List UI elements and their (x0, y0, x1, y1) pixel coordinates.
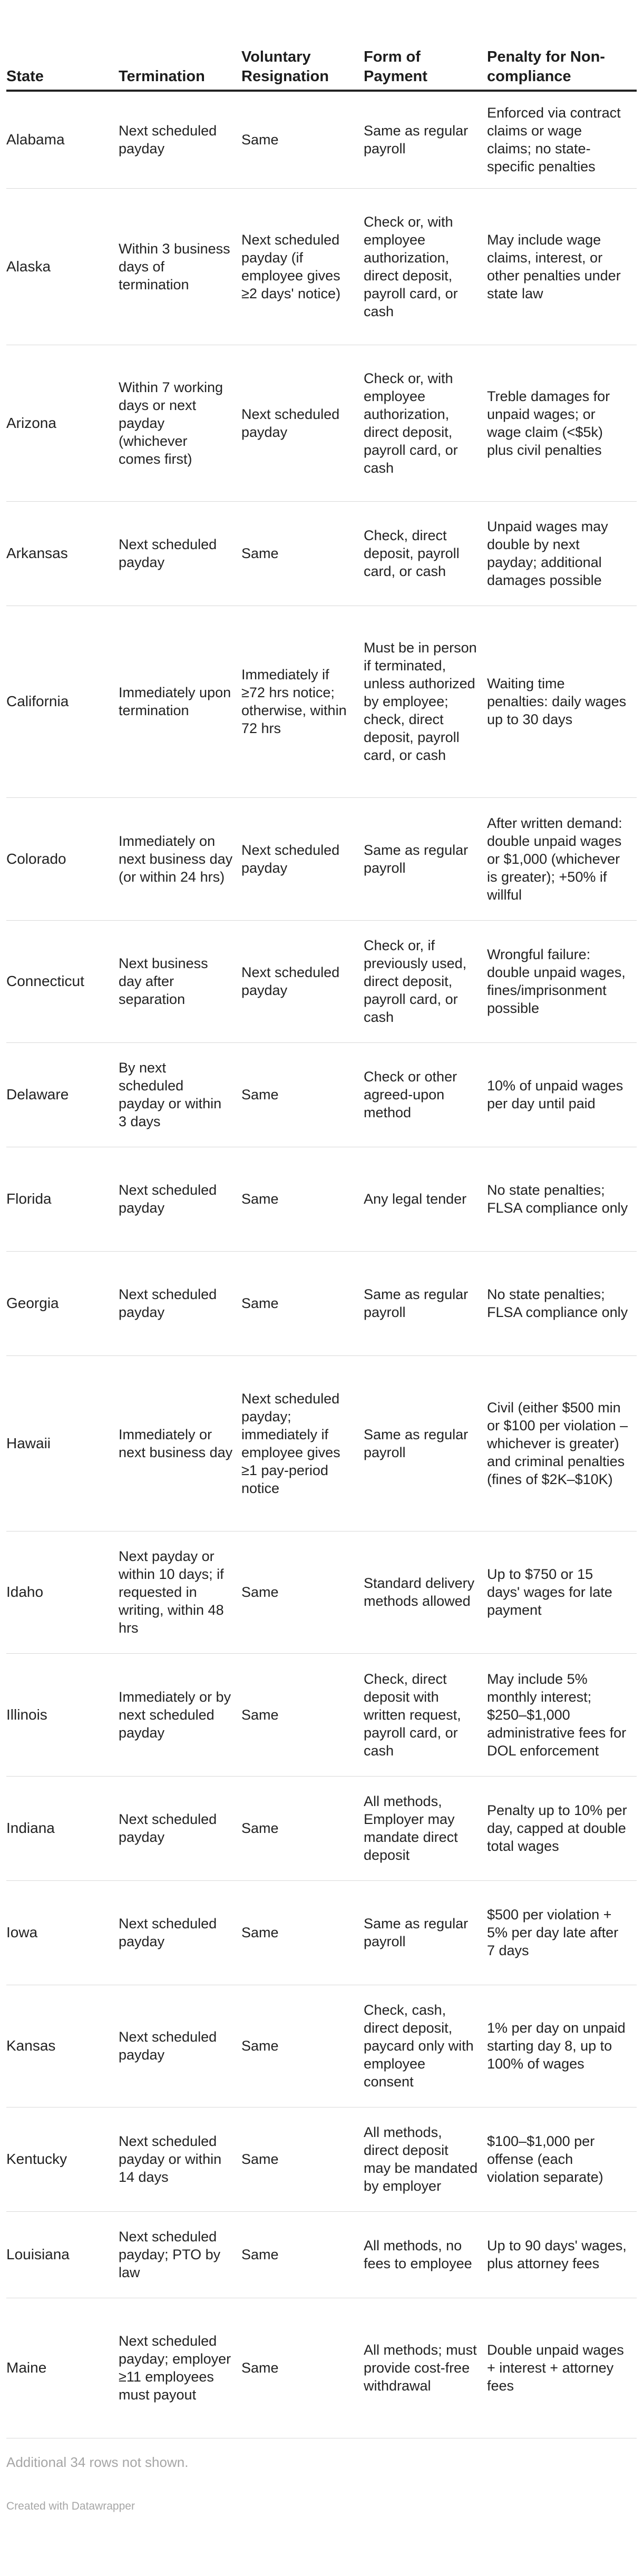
cell-state: Georgia (6, 1251, 119, 1355)
cell-termination: Next scheduled payday; PTO by law (119, 2211, 241, 2298)
table-row (6, 501, 637, 606)
cell-state: Kansas (6, 1985, 119, 2107)
cell-form-of-payment: Same as regular payroll (364, 797, 487, 920)
cell-voluntary-resignation: Same (241, 501, 364, 606)
cell-penalty: Enforced via contract claims or wage claims; no state-specific penalties (487, 91, 637, 188)
cell-termination: Next business day after separation (119, 920, 241, 1042)
cell-state: Alabama (6, 91, 119, 188)
cell-termination: Within 7 working days or next payday (whichever comes first) (119, 345, 241, 501)
cell-state: Florida (6, 1147, 119, 1251)
cell-voluntary-resignation: Same (241, 2107, 364, 2211)
cell-penalty: May include 5% monthly interest; $250–$1,000 administrative fees for DOL enforcement (487, 1653, 637, 1776)
cell-penalty: Wrongful failure: double unpaid wages, fines/imprisonment possible (487, 920, 637, 1042)
cell-voluntary-resignation: Same (241, 1985, 364, 2107)
cell-voluntary-resignation: Next scheduled payday (241, 345, 364, 501)
table-row (6, 606, 637, 797)
cell-form-of-payment: All methods, direct deposit may be mandated by employer (364, 2107, 487, 2211)
cell-voluntary-resignation: Same (241, 1531, 364, 1653)
cell-penalty: Unpaid wages may double by next payday; additional damages possible (487, 501, 637, 606)
cell-penalty: Treble damages for unpaid wages; or wage claim (<$5k) plus civil penalties (487, 345, 637, 501)
cell-termination: Immediately or by next scheduled payday (119, 1653, 241, 1776)
cell-state: Louisiana (6, 2211, 119, 2298)
cell-penalty: 1% per day on unpaid starting day 8, up to 100% of wages (487, 1985, 637, 2107)
cell-termination: Next scheduled payday (119, 1880, 241, 1985)
cell-state: Colorado (6, 797, 119, 920)
cell-penalty: Waiting time penalties: daily wages up to 30 days (487, 606, 637, 797)
header-termination[interactable]: Termination (119, 0, 241, 91)
cell-form-of-payment: Check or, if previously used, direct deposit, payroll card, or cash (364, 920, 487, 1042)
cell-penalty: Up to 90 days' wages, plus attorney fees (487, 2211, 637, 2298)
cell-form-of-payment: All methods, Employer may mandate direct deposit (364, 1776, 487, 1880)
table-row (6, 1880, 637, 1985)
table-row (6, 1776, 637, 1880)
cell-form-of-payment: All methods, no fees to employee (364, 2211, 487, 2298)
cell-termination: Next scheduled payday (119, 1147, 241, 1251)
cell-form-of-payment: Check or, with employee authorization, direct deposit, payroll card, or cash (364, 188, 487, 345)
cell-form-of-payment: Check, cash, direct deposit, paycard only with employee consent (364, 1985, 487, 2107)
cell-state: Connecticut (6, 920, 119, 1042)
cell-state: Arizona (6, 345, 119, 501)
cell-penalty: Penalty up to 10% per day, capped at double total wages (487, 1776, 637, 1880)
cell-state: Maine (6, 2298, 119, 2438)
cell-penalty: Civil (either $500 min or $100 per violation – whichever is greater) and criminal penalties (fines of $2K–$10K) (487, 1355, 637, 1531)
cell-termination: Next scheduled payday (119, 1776, 241, 1880)
table-row (6, 2107, 637, 2211)
cell-termination: Next payday or within 10 days; if requested in writing, within 48 hrs (119, 1531, 241, 1653)
rows-not-shown-note: Additional 34 rows not shown. (6, 2454, 189, 2470)
table-row (6, 1653, 637, 1776)
cell-termination: Next scheduled payday (119, 1251, 241, 1355)
header-state[interactable]: State (6, 0, 119, 91)
table-row (6, 2211, 637, 2298)
cell-form-of-payment: Same as regular payroll (364, 1355, 487, 1531)
cell-penalty: Double unpaid wages + interest + attorney fees (487, 2298, 637, 2438)
cell-termination: Next scheduled payday; employer ≥11 employees must payout (119, 2298, 241, 2438)
cell-state: Iowa (6, 1880, 119, 1985)
cell-penalty: $500 per violation + 5% per day late after 7 days (487, 1880, 637, 1985)
cell-termination: Next scheduled payday (119, 91, 241, 188)
cell-form-of-payment: Check or, with employee authorization, direct deposit, payroll card, or cash (364, 345, 487, 501)
cell-voluntary-resignation: Same (241, 91, 364, 188)
table-row (6, 2298, 637, 2438)
cell-penalty: May include wage claims, interest, or other penalties under state law (487, 188, 637, 345)
cell-form-of-payment: Same as regular payroll (364, 91, 487, 188)
cell-penalty: Up to $750 or 15 days' wages for late payment (487, 1531, 637, 1653)
table-row (6, 1531, 637, 1653)
cell-termination: Next scheduled payday (119, 1985, 241, 2107)
table-row (6, 188, 637, 345)
cell-voluntary-resignation: Next scheduled payday (if employee gives ≥2 days' notice) (241, 188, 364, 345)
table-row (6, 1985, 637, 2107)
cell-state: Hawaii (6, 1355, 119, 1531)
cell-form-of-payment: Check or other agreed-upon method (364, 1042, 487, 1147)
cell-voluntary-resignation: Same (241, 1147, 364, 1251)
cell-termination: Within 3 business days of termination (119, 188, 241, 345)
cell-state: Illinois (6, 1653, 119, 1776)
data-table (6, 0, 637, 2438)
cell-form-of-payment: Same as regular payroll (364, 1880, 487, 1985)
cell-voluntary-resignation: Same (241, 1042, 364, 1147)
cell-penalty: 10% of unpaid wages per day until paid (487, 1042, 637, 1147)
cell-voluntary-resignation: Immediately if ≥72 hrs notice; otherwise, within 72 hrs (241, 606, 364, 797)
cell-state: Delaware (6, 1042, 119, 1147)
cell-form-of-payment: Must be in person if terminated, unless authorized by employee; check, direct deposit, payroll card, or cash (364, 606, 487, 797)
header-voluntary-resignation[interactable]: Voluntary Resignation (241, 0, 364, 91)
cell-state: Idaho (6, 1531, 119, 1653)
cell-termination: Immediately or next business day (119, 1355, 241, 1531)
table-row (6, 1251, 637, 1355)
cell-voluntary-resignation: Same (241, 2211, 364, 2298)
header-penalty[interactable]: Penalty for Non-compliance (487, 0, 637, 91)
cell-voluntary-resignation: Next scheduled payday (241, 797, 364, 920)
datawrapper-credit[interactable]: Created with Datawrapper (6, 2500, 135, 2512)
table-row (6, 920, 637, 1042)
cell-voluntary-resignation: Same (241, 1653, 364, 1776)
cell-form-of-payment: Check, direct deposit, payroll card, or cash (364, 501, 487, 606)
cell-penalty: After written demand: double unpaid wages or $1,000 (whichever is greater); +50% if willful (487, 797, 637, 920)
cell-state: Arkansas (6, 501, 119, 606)
cell-termination: Immediately on next business day (or within 24 hrs) (119, 797, 241, 920)
cell-state: Indiana (6, 1776, 119, 1880)
cell-voluntary-resignation: Same (241, 2298, 364, 2438)
cell-penalty: No state penalties; FLSA compliance only (487, 1251, 637, 1355)
table-row (6, 91, 637, 188)
cell-state: Alaska (6, 188, 119, 345)
table-header (6, 0, 637, 91)
table-row (6, 1042, 637, 1147)
cell-state: California (6, 606, 119, 797)
cell-voluntary-resignation: Same (241, 1880, 364, 1985)
table-row (6, 1355, 637, 1531)
cell-form-of-payment: Check, direct deposit with written request, payroll card, or cash (364, 1653, 487, 1776)
cell-termination: Immediately upon termination (119, 606, 241, 797)
cell-penalty: $100–$1,000 per offense (each violation separate) (487, 2107, 637, 2211)
table-row (6, 345, 637, 501)
header-row (6, 0, 637, 91)
cell-voluntary-resignation: Same (241, 1251, 364, 1355)
cell-state: Kentucky (6, 2107, 119, 2211)
cell-termination: Next scheduled payday (119, 501, 241, 606)
cell-voluntary-resignation: Next scheduled payday (241, 920, 364, 1042)
table-row (6, 1147, 637, 1251)
cell-termination: Next scheduled payday or within 14 days (119, 2107, 241, 2211)
header-form-of-payment[interactable]: Form of Payment (364, 0, 487, 91)
cell-form-of-payment: Standard delivery methods allowed (364, 1531, 487, 1653)
table-body (6, 91, 637, 2438)
cell-form-of-payment: Same as regular payroll (364, 1251, 487, 1355)
table-row (6, 797, 637, 920)
cell-form-of-payment: All methods; must provide cost-free withdrawal (364, 2298, 487, 2438)
cell-voluntary-resignation: Same (241, 1776, 364, 1880)
cell-voluntary-resignation: Next scheduled payday; immediately if employee gives ≥1 pay-period notice (241, 1355, 364, 1531)
cell-termination: By next scheduled payday or within 3 days (119, 1042, 241, 1147)
cell-penalty: No state penalties; FLSA compliance only (487, 1147, 637, 1251)
cell-form-of-payment: Any legal tender (364, 1147, 487, 1251)
